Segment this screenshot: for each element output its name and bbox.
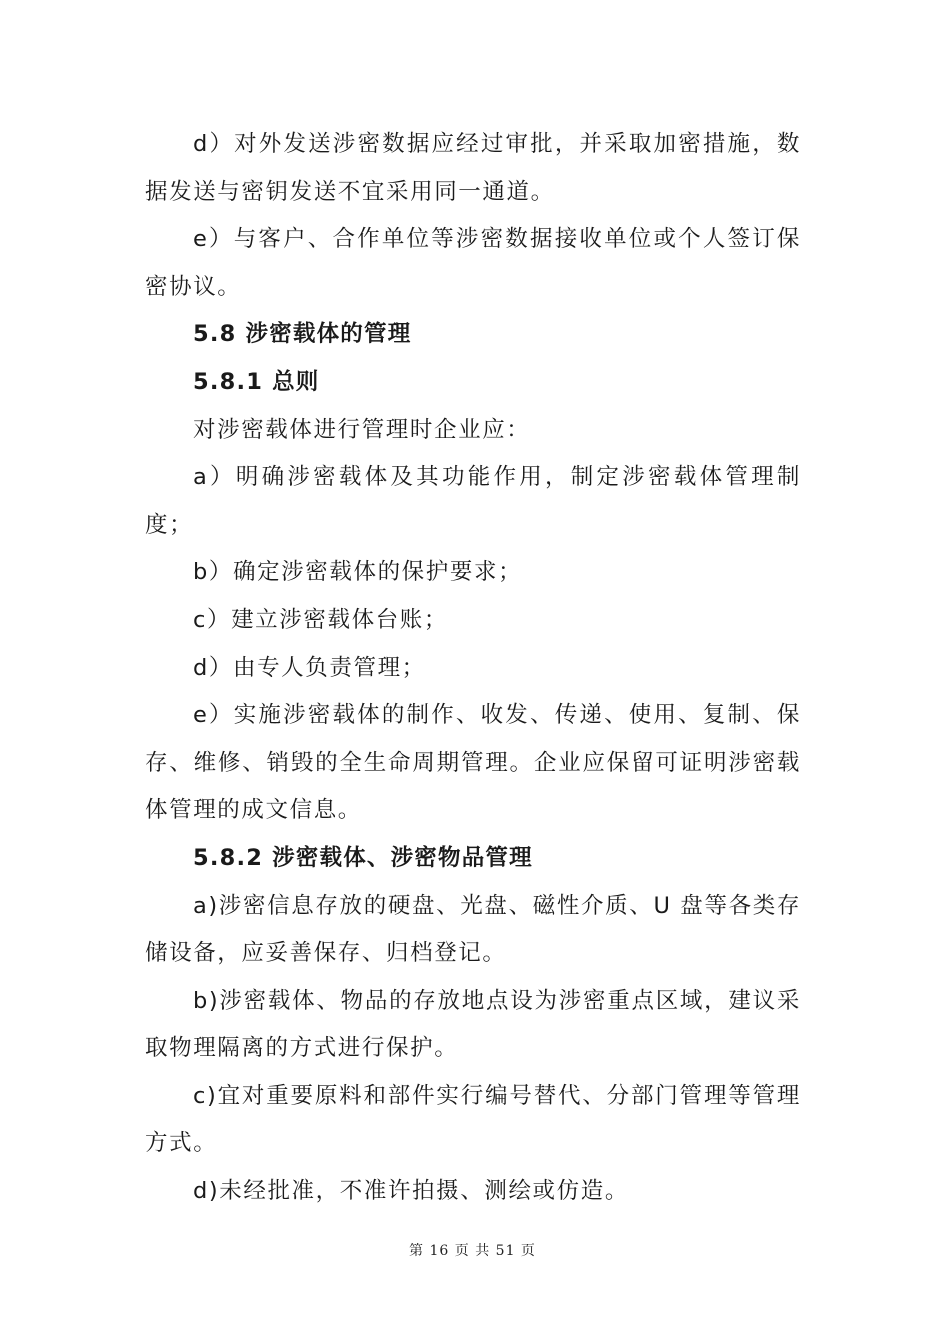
section-heading-5-8: 5.8 涉密载体的管理: [193, 321, 412, 348]
paragraph-a-storage-devices: a)涉密信息存放的硬盘、光盘、磁性介质、U 盘等各类存储设备，应妥善保存、归档登记。: [145, 892, 801, 967]
list-item-b: b）确定涉密载体的保护要求；: [193, 559, 523, 586]
paragraph-intro: 对涉密载体进行管理时企业应：: [193, 416, 531, 443]
document-body: [145, 121, 801, 1216]
list-item-d: d）由专人负责管理；: [193, 654, 426, 681]
paragraph-b-storage-location: b)涉密载体、物品的存放地点设为涉密重点区域，建议采取物理隔离的方式进行保护。: [145, 987, 801, 1062]
list-item-c: c）建立涉密载体台账；: [193, 606, 448, 633]
paragraph-d-external-send: d）对外发送涉密数据应经过审批，并采取加密措施，数据发送与密钥发送不宜采用同一通道。: [145, 131, 801, 205]
section-heading-5-8-1: 5.8.1 总则: [193, 368, 320, 395]
paragraph-e-confidentiality-agreement: e）与客户、合作单位等涉密数据接收单位或个人签订保密协议。: [145, 226, 801, 300]
page-number-footer: 第 16 页 共 51 页: [409, 1243, 536, 1259]
paragraph-d-no-photography: d)未经批准，不准许拍摄、测绘或仿造。: [193, 1178, 629, 1205]
section-heading-5-8-2: 5.8.2 涉密载体、涉密物品管理: [193, 844, 533, 871]
list-item-e: e）实施涉密载体的制作、收发、传递、使用、复制、保存、维修、销毁的全生命周期管理。企业应保留可证明涉密载体管理的成文信息。: [145, 702, 801, 824]
list-item-a: a）明确涉密载体及其功能作用，制定涉密载体管理制度；: [145, 464, 801, 538]
paragraph-c-numbering: c)宜对重要原料和部件实行编号替代、分部门管理等管理方式。: [145, 1082, 801, 1157]
